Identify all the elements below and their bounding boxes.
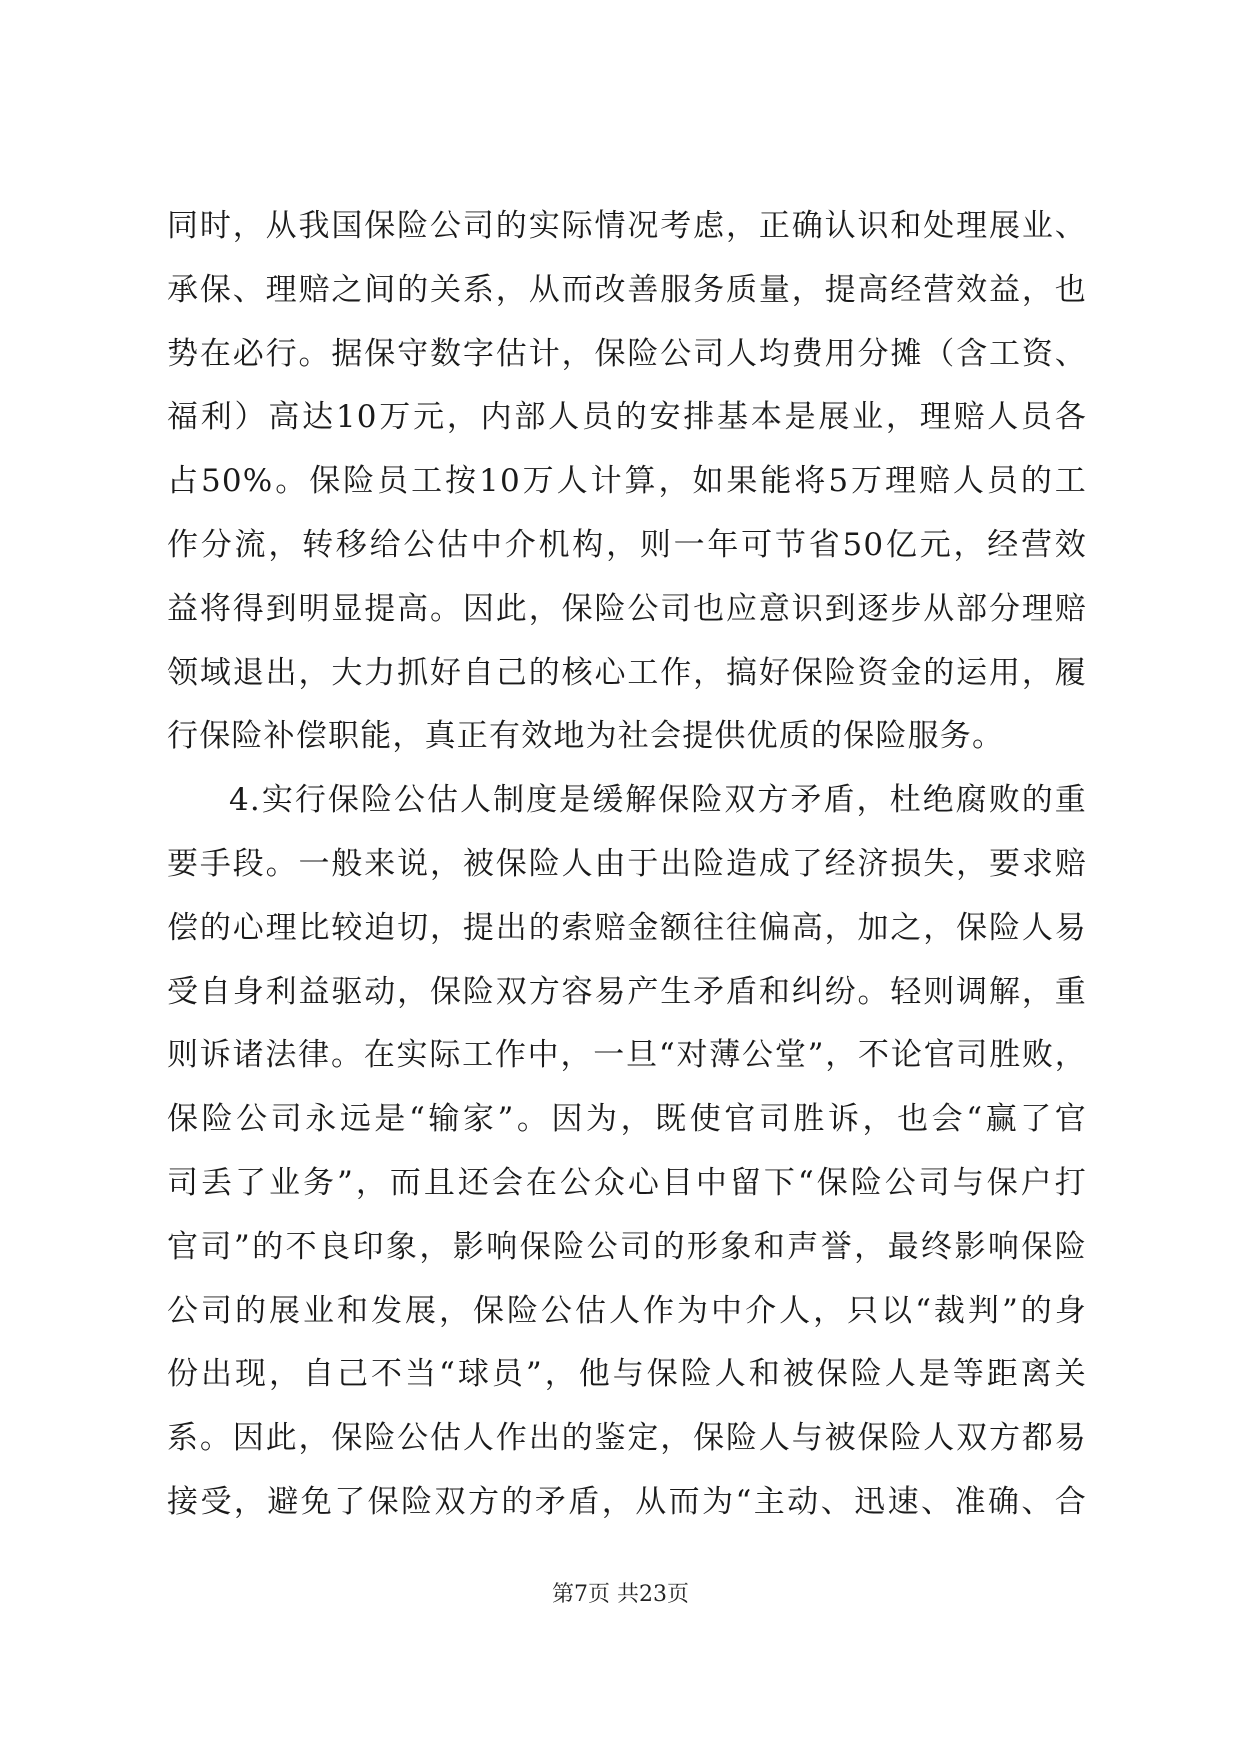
text-line: 要手段。一般来说，被保险人由于出险造成了经济损失，要求赔 (167, 845, 1087, 882)
text-line: 官司”的不良印象，影响保险公司的形象和声誉，最终影响保险 (167, 1228, 1087, 1265)
text-line-paragraph-start: 4.实行保险公估人制度是缓解保险双方矛盾，杜绝腐败的重 (229, 782, 1087, 819)
text-line: 势在必行。据保守数字估计，保险公司人均费用分摊（含工资、 (167, 335, 1087, 372)
page-number-footer: 第7页 共23页 (552, 1582, 689, 1607)
text-line: 则诉诸法律。在实际工作中，一旦“对薄公堂”，不论官司胜败， (167, 1037, 1087, 1074)
document-body (167, 195, 1087, 1535)
text-line: 接受，避免了保险双方的矛盾，从而为“主动、迅速、准确、合 (167, 1483, 1087, 1520)
text-line: 保险公司永远是“输家”。因为，既使官司胜诉，也会“赢了官 (167, 1101, 1087, 1138)
text-line: 福利）高达10万元，内部人员的安排基本是展业，理赔人员各 (167, 399, 1087, 436)
text-line: 系。因此，保险公估人作出的鉴定，保险人与被保险人双方都易 (167, 1420, 1087, 1457)
text-line: 偿的心理比较迫切，提出的索赔金额往往偏高，加之，保险人易 (167, 909, 1087, 946)
text-line: 公司的展业和发展，保险公估人作为中介人，只以“裁判”的身 (167, 1292, 1087, 1329)
text-line: 益将得到明显提高。因此，保险公司也应意识到逐步从部分理赔 (167, 590, 1087, 627)
text-line: 受自身利益驱动，保险双方容易产生矛盾和纠纷。轻则调解，重 (167, 973, 1087, 1010)
text-line: 份出现，自己不当“球员”，他与保险人和被保险人是等距离关 (167, 1356, 1087, 1393)
text-line-paragraph-end: 行保险补偿职能，真正有效地为社会提供优质的保险服务。 (167, 718, 1005, 755)
text-line: 承保、理赔之间的关系，从而改善服务质量，提高经营效益，也 (167, 271, 1087, 308)
text-line: 司丢了业务”，而且还会在公众心目中留下“保险公司与保户打 (167, 1164, 1087, 1201)
text-line: 同时，从我国保险公司的实际情况考虑，正确认识和处理展业、 (167, 208, 1087, 244)
text-line: 作分流，转移给公估中介机构，则一年可节省50亿元，经营效 (167, 526, 1087, 563)
text-line: 领域退出，大力抓好自己的核心工作，搞好保险资金的运用，履 (167, 654, 1087, 691)
text-line: 占50%。保险员工按10万人计算，如果能将5万理赔人员的工 (167, 463, 1087, 500)
